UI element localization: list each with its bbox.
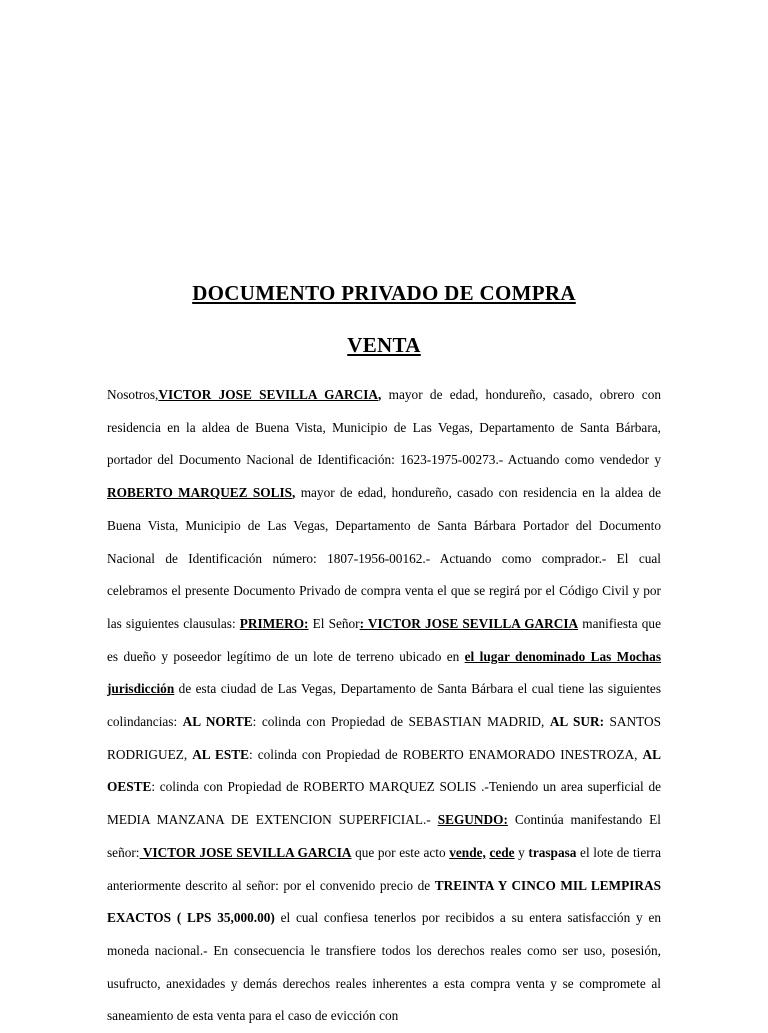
text-segment: , <box>292 485 296 501</box>
boundary-east-label: AL ESTE <box>192 746 249 762</box>
text-segment: de esta ciudad de Las Vegas, Departamento de Santa Bárbara el cual tiene las siguientes colindancias: <box>107 681 661 730</box>
document-title-line-2: VENTA <box>347 333 421 357</box>
document-title-line-1: DOCUMENTO PRIVADO DE COMPRA <box>192 281 576 305</box>
contract-body-paragraph <box>107 379 661 1033</box>
seller-name: VICTOR JOSE SEVILLA GARCIA <box>139 844 352 860</box>
text-segment: manifiesta que es dueño y poseedor legítimo de un lote de terreno ubicado en <box>107 615 661 664</box>
text-segment: , <box>378 387 382 402</box>
clause-second-label: SEGUNDO: <box>437 812 508 828</box>
text-segment: el cual confiesa tenerlos por recibidos a su entera satisfacción y en moneda nacional.- En consecuencia le transfiere todos los derechos reales como ser uso, posesión, usufructo, anexidades y demás derechos reales inherentes a esta compra venta y se compromete al saneamiento de esta venta para el caso de evicción con <box>107 910 661 1024</box>
text-segment: y <box>514 844 529 860</box>
term-vende: vende, <box>449 844 486 860</box>
term-traspasa: traspasa <box>528 844 577 860</box>
clause-first-label: PRIMERO: <box>239 615 309 631</box>
text-segment: mayor de edad, hondureño, casado con residencia en la aldea de Buena Vista, Municipio de Las Vegas, Departamento de Santa Bárbara Portador del Documento Nacional de Identificación número: 1807-1956-00162.- Actuando como comprador.- El cual celebramos el presente Documento Privado de compra venta el que se regirá por el Código Civil y por las siguientes clausulas: <box>107 485 661 631</box>
text-segment: SANTOS RODRIGUEZ, <box>107 714 661 762</box>
text-segment: : colinda con Propiedad de ROBERTO MARQUEZ SOLIS .-Teniendo un area superficial de MEDIA MANZANA DE EXTENCION SUPERFICIAL.- <box>107 779 661 828</box>
boundary-south-label: AL SUR: <box>549 714 605 730</box>
sale-price: TREINTA Y CINCO MIL LEMPIRAS EXACTOS ( LPS 35,000.00) <box>107 877 662 926</box>
seller-name: : VICTOR JOSE SEVILLA GARCIA <box>359 615 579 631</box>
property-location: el lugar denominado Las Mochas jurisdicción <box>107 648 662 697</box>
term-cede: cede <box>489 844 515 860</box>
text-segment: que por este acto <box>351 844 450 860</box>
text-segment: mayor de edad, hondureño, casado, obrero con residencia en la aldea de Buena Vista, Municipio de Las Vegas, Departamento de Santa Bárbara, portador del Documento Nacional de Identificación: 1623-1975-00273.- Actuando como vendedor y <box>107 387 661 468</box>
text-segment: el lote de tierra anteriormente descrito al señor: por el convenido precio de <box>107 844 661 893</box>
boundary-north-label: AL NORTE <box>182 714 253 730</box>
text-segment: : colinda con Propiedad de SEBASTIAN MADRID, <box>252 714 550 730</box>
boundary-west-label: AL OESTE <box>107 746 661 795</box>
text-segment: : colinda con Propiedad de ROBERTO ENAMORADO INESTROZA, <box>249 746 643 762</box>
seller-name: VICTOR JOSE SEVILLA GARCIA <box>158 387 379 402</box>
text-segment: Nosotros, <box>107 387 159 402</box>
text-segment: El Señor <box>308 615 360 631</box>
text-segment: Continúa manifestando El señor: <box>107 812 661 860</box>
buyer-name: ROBERTO MARQUEZ SOLIS <box>107 485 293 501</box>
